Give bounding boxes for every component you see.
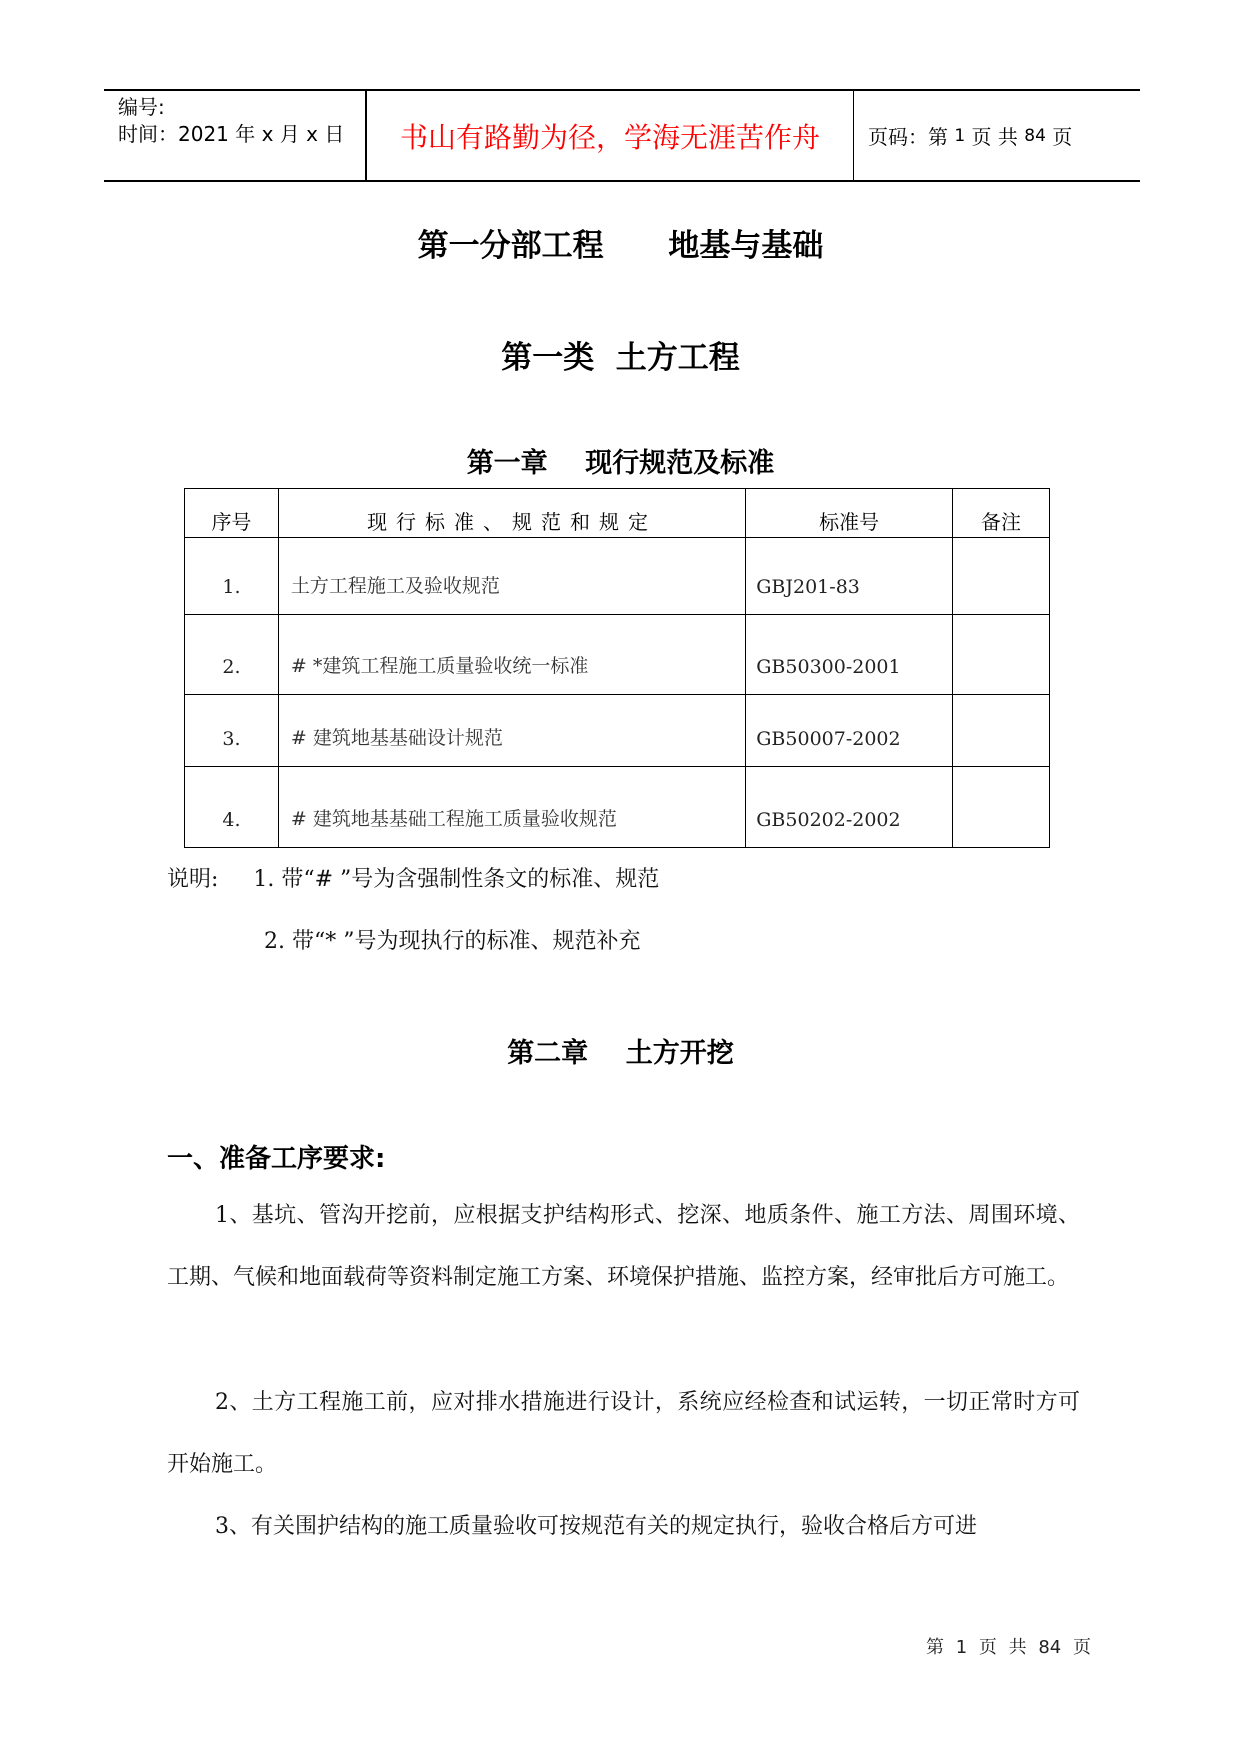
row-name: # 建筑地基基础工程施工质量验收规范 bbox=[278, 767, 745, 848]
paragraph: 3、有关围护结构的施工质量验收可按规范有关的规定执行，验收合格后方可进 bbox=[215, 1514, 977, 1539]
table-row bbox=[185, 767, 1050, 848]
note-1 bbox=[167, 862, 659, 893]
row-name: # *建筑工程施工质量验收统一标准 bbox=[278, 615, 745, 695]
section-heading: 一、准备工序要求: bbox=[167, 1144, 386, 1174]
page-total: 84 bbox=[1024, 125, 1046, 146]
row-remark bbox=[953, 695, 1050, 767]
page-prefix: 页码：第 bbox=[868, 125, 948, 149]
row-remark bbox=[953, 538, 1050, 615]
row-index: 1. bbox=[185, 538, 279, 615]
page-suffix: 页 bbox=[1052, 125, 1073, 149]
document-header bbox=[104, 89, 1140, 182]
number-label: 编号: bbox=[118, 95, 165, 119]
col-header-index: 序号 bbox=[185, 489, 279, 538]
chapter1-title: 第一章 现行规范及标准 bbox=[466, 448, 775, 479]
note-item: 2. 带“* ”号为现执行的标准、规范补充 bbox=[264, 929, 641, 954]
row-code: GB50007-2002 bbox=[746, 695, 953, 767]
row-code: GBJ201-83 bbox=[746, 538, 953, 615]
row-name: # 建筑地基基础设计规范 bbox=[278, 695, 745, 767]
page-current: 1 bbox=[954, 125, 966, 146]
table-row bbox=[185, 538, 1050, 615]
chapter2-title: 第二章 土方开挖 bbox=[507, 1038, 734, 1069]
row-index: 2. bbox=[185, 615, 279, 695]
page-footer: 第 1 页 共 84 页 bbox=[926, 1637, 1091, 1658]
note-label: 说明: bbox=[167, 867, 219, 892]
date-label: 时间：2021 年 x 月 x 日 bbox=[118, 122, 345, 146]
category-title: 第一类 土方工程 bbox=[501, 340, 740, 376]
col-header-code: 标准号 bbox=[746, 489, 953, 538]
table-row bbox=[185, 615, 1050, 695]
col-header-remark: 备注 bbox=[953, 489, 1050, 538]
row-code: GB50202-2002 bbox=[746, 767, 953, 848]
row-remark bbox=[953, 615, 1050, 695]
paragraph: 1、基坑、管沟开挖前，应根据支护结构形式、挖深、地质条件、施工方法、周围环境、工期、气候和地面载荷等资料制定施工方案、环境保护措施、监控方案，经审批后方可施工。 bbox=[167, 1203, 1080, 1291]
table-header-row bbox=[185, 489, 1050, 538]
row-remark bbox=[953, 767, 1050, 848]
part-title: 第一分部工程 地基与基础 bbox=[417, 228, 824, 264]
note-item: 1. 带“# ”号为含强制性条文的标准、规范 bbox=[253, 867, 660, 892]
row-index: 4. bbox=[185, 767, 279, 848]
col-header-name: 现行标准、规范和规定 bbox=[278, 489, 745, 538]
row-code: GB50300-2001 bbox=[746, 615, 953, 695]
header-motto: 书山有路勤为径，学海无涯苦作舟 bbox=[367, 91, 854, 180]
paragraph: 2、土方工程施工前，应对排水措施进行设计，系统应经检查和试运转，一切正常时方可开始施工。 bbox=[167, 1390, 1080, 1478]
row-index: 3. bbox=[185, 695, 279, 767]
row-name: 土方工程施工及验收规范 bbox=[278, 538, 745, 615]
table-row bbox=[185, 695, 1050, 767]
header-meta bbox=[104, 91, 367, 180]
page-mid: 页 共 bbox=[971, 125, 1018, 149]
standards-table bbox=[184, 488, 1050, 848]
header-page-info bbox=[854, 91, 1140, 180]
